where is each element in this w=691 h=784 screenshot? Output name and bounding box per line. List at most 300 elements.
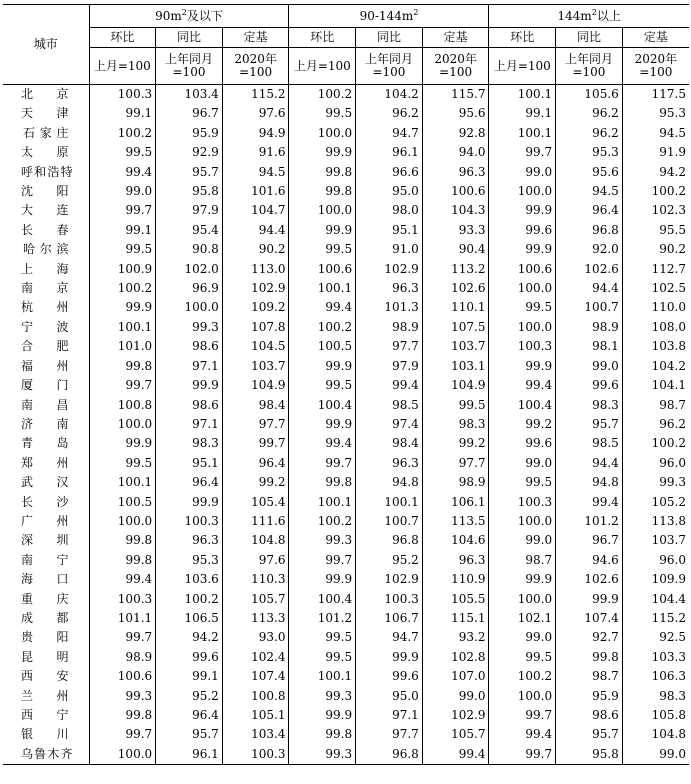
value-cell-yoy: 99.3 xyxy=(156,318,223,337)
city-name: 哈尔滨 xyxy=(23,242,69,257)
table-row xyxy=(3,648,689,667)
value-cell-yoy: 96.2 xyxy=(556,124,623,143)
value-cell-yoy: 96.7 xyxy=(156,104,223,123)
value-cell-yoy: 103.4 xyxy=(156,85,223,105)
value-cell-yoy: 90.8 xyxy=(156,240,223,259)
value-cell-yoy: 100.7 xyxy=(356,512,423,531)
value-cell-base: 104.6 xyxy=(422,531,489,550)
value-cell-yoy: 99.9 xyxy=(156,493,223,512)
value-cell-mom: 99.7 xyxy=(289,551,356,570)
city-name: 重庆 xyxy=(21,591,69,606)
value-cell-mom: 99.8 xyxy=(89,706,156,725)
value-cell-mom: 100.0 xyxy=(89,512,156,531)
city-name-cell xyxy=(3,240,89,259)
table-row xyxy=(3,493,689,512)
city-name-cell xyxy=(3,415,89,434)
value-cell-yoy: 98.1 xyxy=(556,337,623,356)
table-row xyxy=(3,570,689,589)
city-name-cell xyxy=(3,667,89,686)
value-cell-yoy: 97.1 xyxy=(156,357,223,376)
value-cell-mom: 100.2 xyxy=(89,279,156,298)
value-cell-yoy: 99.4 xyxy=(356,376,423,395)
value-cell-yoy: 99.6 xyxy=(156,648,223,667)
city-name-cell xyxy=(3,454,89,473)
value-cell-base: 99.2 xyxy=(422,434,489,453)
value-cell-yoy: 103.6 xyxy=(156,570,223,589)
city-name-cell xyxy=(3,124,89,143)
base-label-prev-month: 上月=100 xyxy=(89,48,156,85)
value-cell-yoy: 98.5 xyxy=(356,396,423,415)
value-cell-base: 102.6 xyxy=(422,279,489,298)
value-cell-mom: 99.6 xyxy=(489,434,556,453)
base-label-prev-year: 上年同月=100 xyxy=(156,48,223,85)
value-cell-yoy: 98.6 xyxy=(156,396,223,415)
value-cell-mom: 99.9 xyxy=(489,201,556,220)
table-row xyxy=(3,376,689,395)
value-cell-base: 104.9 xyxy=(422,376,489,395)
value-cell-yoy: 98.6 xyxy=(156,337,223,356)
city-name-cell xyxy=(3,512,89,531)
value-cell-base: 105.7 xyxy=(222,590,289,609)
city-name-cell xyxy=(3,221,89,240)
value-cell-mom: 100.0 xyxy=(489,590,556,609)
value-cell-yoy: 92.7 xyxy=(556,628,623,647)
value-cell-mom: 99.4 xyxy=(489,725,556,744)
value-cell-base: 94.2 xyxy=(659,164,686,179)
sub-header-base: 定基 xyxy=(622,28,689,48)
value-cell-yoy: 100.7 xyxy=(556,298,623,317)
value-cell-yoy: 94.4 xyxy=(556,454,623,473)
base-label-prev-year: 上年同月=100 xyxy=(556,48,623,85)
table-row xyxy=(3,434,689,453)
value-cell-mom: 99.1 xyxy=(89,104,156,123)
city-name: 石家庄 xyxy=(23,125,69,140)
table-row xyxy=(3,609,689,628)
table-row xyxy=(3,687,689,706)
value-cell-base: 103.8 xyxy=(651,339,686,354)
value-cell-mom: 99.9 xyxy=(289,221,356,240)
value-cell-mom: 99.6 xyxy=(489,221,556,240)
value-cell-yoy: 95.7 xyxy=(556,725,623,744)
city-name-cell xyxy=(3,298,89,317)
value-cell-yoy: 97.1 xyxy=(156,415,223,434)
city-name: 长沙 xyxy=(21,494,69,509)
value-cell-base: 104.4 xyxy=(651,591,686,606)
value-cell-base: 110.0 xyxy=(651,300,686,315)
sub-header-base: 定基 xyxy=(222,28,289,48)
value-cell-base: 96.3 xyxy=(422,551,489,570)
table-row xyxy=(3,182,689,201)
value-cell-yoy: 92.9 xyxy=(156,143,223,162)
city-name: 兰州 xyxy=(21,688,69,703)
table-row xyxy=(3,163,689,182)
value-cell-mom: 99.8 xyxy=(289,725,356,744)
value-cell-mom: 99.9 xyxy=(289,706,356,725)
value-cell-yoy: 94.7 xyxy=(356,124,423,143)
value-cell-mom: 99.5 xyxy=(289,628,356,647)
sub-header-mom: 环比 xyxy=(289,28,356,48)
city-name: 太原 xyxy=(21,145,69,160)
value-cell-yoy: 102.6 xyxy=(556,570,623,589)
city-name-cell xyxy=(3,318,89,337)
value-cell-mom: 99.5 xyxy=(89,240,156,259)
value-cell-base: 100.2 xyxy=(651,436,686,451)
value-cell-base: 93.2 xyxy=(422,628,489,647)
value-cell-mom: 99.7 xyxy=(89,201,156,220)
value-cell-base: 93.3 xyxy=(422,221,489,240)
value-cell-base: 101.6 xyxy=(222,182,289,201)
city-name: 杭州 xyxy=(21,300,69,315)
value-cell-mom: 100.0 xyxy=(489,687,556,706)
city-name-cell xyxy=(3,182,89,201)
value-cell-yoy: 96.9 xyxy=(156,279,223,298)
value-cell-mom: 100.8 xyxy=(89,396,156,415)
value-cell-mom: 99.5 xyxy=(89,143,156,162)
price-index-table xyxy=(3,4,689,765)
city-name: 贵阳 xyxy=(21,630,69,645)
value-cell-yoy: 97.4 xyxy=(356,415,423,434)
value-cell-base: 105.2 xyxy=(651,494,686,509)
table-row xyxy=(3,357,689,376)
city-column-header: 城市 xyxy=(3,5,89,85)
table-row xyxy=(3,318,689,337)
value-cell-mom: 99.8 xyxy=(89,551,156,570)
city-name: 武汉 xyxy=(21,475,69,490)
base-label-2020: 2020年=100 xyxy=(222,48,289,85)
value-cell-yoy: 97.1 xyxy=(356,706,423,725)
value-cell-mom: 99.4 xyxy=(489,376,556,395)
value-cell-base: 113.0 xyxy=(222,260,289,279)
value-cell-yoy: 96.2 xyxy=(356,104,423,123)
value-cell-base: 115.7 xyxy=(422,85,489,105)
city-name-cell xyxy=(3,143,89,162)
value-cell-base: 107.8 xyxy=(222,318,289,337)
value-cell-yoy: 98.9 xyxy=(356,318,423,337)
value-cell-mom: 99.3 xyxy=(289,531,356,550)
city-name-cell xyxy=(3,493,89,512)
value-cell-mom: 99.0 xyxy=(489,163,556,182)
value-cell-base: 103.7 xyxy=(422,337,489,356)
value-cell-base: 99.2 xyxy=(222,473,289,492)
city-name: 上海 xyxy=(21,261,69,276)
city-name: 西宁 xyxy=(21,708,69,722)
value-cell-mom: 99.5 xyxy=(289,376,356,395)
value-cell-yoy: 94.6 xyxy=(556,551,623,570)
city-name-cell xyxy=(3,628,89,647)
value-cell-base: 102.8 xyxy=(422,648,489,667)
value-cell-base: 100.8 xyxy=(222,687,289,706)
value-cell-base: 96.0 xyxy=(659,455,686,470)
value-cell-mom: 99.5 xyxy=(289,240,356,259)
city-name-cell xyxy=(3,279,89,298)
value-cell-yoy: 99.9 xyxy=(356,648,423,667)
value-cell-yoy: 100.2 xyxy=(156,590,223,609)
value-cell-yoy: 95.7 xyxy=(156,725,223,744)
city-name: 长春 xyxy=(21,222,69,237)
value-cell-base: 90.2 xyxy=(659,242,686,257)
value-cell-mom: 99.7 xyxy=(89,376,156,395)
value-cell-mom: 99.0 xyxy=(489,454,556,473)
city-name-cell xyxy=(3,706,89,725)
value-cell-base: 91.9 xyxy=(659,145,686,160)
value-cell-yoy: 98.3 xyxy=(156,434,223,453)
value-cell-base: 102.3 xyxy=(651,203,686,218)
group-header-large: $144m^2$以上 xyxy=(489,5,689,28)
value-cell-mom: 99.9 xyxy=(289,143,356,162)
value-cell-mom: 99.4 xyxy=(89,163,156,182)
value-cell-yoy: 97.9 xyxy=(156,201,223,220)
value-cell-base: 93.0 xyxy=(222,628,289,647)
value-cell-mom: 100.3 xyxy=(89,590,156,609)
value-cell-yoy: 96.4 xyxy=(156,706,223,725)
value-cell-yoy: 98.9 xyxy=(556,318,623,337)
value-cell-yoy: 95.3 xyxy=(556,143,623,162)
value-cell-mom: 100.9 xyxy=(89,260,156,279)
value-cell-yoy: 94.8 xyxy=(356,473,423,492)
value-cell-base: 105.7 xyxy=(422,725,489,744)
value-cell-yoy: 91.0 xyxy=(356,240,423,259)
value-cell-mom: 100.3 xyxy=(489,493,556,512)
value-cell-mom: 100.2 xyxy=(289,512,356,531)
value-cell-yoy: 96.4 xyxy=(556,201,623,220)
value-cell-base: 104.9 xyxy=(222,376,289,395)
value-cell-base: 99.0 xyxy=(622,745,689,765)
value-cell-mom: 101.1 xyxy=(89,609,156,628)
value-cell-yoy: 96.7 xyxy=(556,531,623,550)
value-cell-yoy: 95.9 xyxy=(156,124,223,143)
value-cell-base: 98.9 xyxy=(422,473,489,492)
table-row xyxy=(3,143,689,162)
value-cell-base: 117.5 xyxy=(651,87,686,101)
value-cell-mom: 99.9 xyxy=(289,415,356,434)
value-cell-yoy: 95.8 xyxy=(556,745,623,765)
city-name: 呼和浩特 xyxy=(21,164,73,179)
table-header xyxy=(3,5,689,85)
value-cell-base: 95.6 xyxy=(422,104,489,123)
value-cell-base: 107.4 xyxy=(222,667,289,686)
city-name-cell xyxy=(3,648,89,667)
value-cell-mom: 100.2 xyxy=(489,667,556,686)
table-row xyxy=(3,725,689,744)
value-cell-yoy: 98.4 xyxy=(356,434,423,453)
table-row xyxy=(3,201,689,220)
city-name: 青岛 xyxy=(21,436,69,451)
value-cell-base: 113.3 xyxy=(222,609,289,628)
value-cell-yoy: 96.8 xyxy=(356,745,423,765)
value-cell-yoy: 100.3 xyxy=(356,590,423,609)
value-cell-mom: 99.7 xyxy=(89,628,156,647)
table-row xyxy=(3,298,689,317)
value-cell-yoy: 96.4 xyxy=(156,473,223,492)
value-cell-mom: 99.4 xyxy=(289,434,356,453)
value-cell-yoy: 95.1 xyxy=(356,221,423,240)
value-cell-base: 106.3 xyxy=(651,669,686,684)
value-cell-mom: 99.9 xyxy=(489,240,556,259)
value-cell-mom: 100.1 xyxy=(289,493,356,512)
city-name-cell xyxy=(3,85,89,105)
value-cell-yoy: 98.7 xyxy=(556,667,623,686)
value-cell-mom: 99.8 xyxy=(289,473,356,492)
city-name: 成都 xyxy=(21,610,69,625)
value-cell-yoy: 99.8 xyxy=(556,648,623,667)
value-cell-yoy: 96.3 xyxy=(156,531,223,550)
city-name: 南宁 xyxy=(21,552,69,567)
city-name: 郑州 xyxy=(21,455,69,470)
city-name: 福州 xyxy=(21,358,69,373)
table-row xyxy=(3,667,689,686)
value-cell-base: 102.9 xyxy=(222,279,289,298)
value-cell-mom: 99.7 xyxy=(489,745,556,765)
table-row xyxy=(3,531,689,550)
value-cell-mom: 100.4 xyxy=(289,396,356,415)
value-cell-mom: 100.1 xyxy=(89,318,156,337)
value-cell-yoy: 106.7 xyxy=(356,609,423,628)
table-row xyxy=(3,473,689,492)
value-cell-base: 104.3 xyxy=(422,201,489,220)
sub-header-yoy: 同比 xyxy=(556,28,623,48)
value-cell-base: 107.5 xyxy=(422,318,489,337)
value-cell-base: 94.5 xyxy=(222,163,289,182)
value-cell-base: 109.2 xyxy=(222,298,289,317)
value-cell-base: 115.2 xyxy=(222,85,289,105)
value-cell-yoy: 96.6 xyxy=(356,163,423,182)
value-cell-base: 90.2 xyxy=(222,240,289,259)
value-cell-mom: 99.9 xyxy=(89,298,156,317)
value-cell-mom: 100.1 xyxy=(89,473,156,492)
value-cell-base: 98.3 xyxy=(422,415,489,434)
value-cell-base: 100.6 xyxy=(422,182,489,201)
value-cell-base: 115.2 xyxy=(651,610,686,625)
value-cell-base: 95.3 xyxy=(659,106,686,121)
value-cell-base: 104.2 xyxy=(651,358,686,373)
value-cell-base: 108.0 xyxy=(651,319,686,334)
city-name-cell xyxy=(3,434,89,453)
city-name-cell xyxy=(3,687,89,706)
value-cell-mom: 100.1 xyxy=(289,667,356,686)
value-cell-yoy: 97.7 xyxy=(356,725,423,744)
value-cell-mom: 100.5 xyxy=(89,493,156,512)
value-cell-yoy: 101.3 xyxy=(356,298,423,317)
value-cell-base: 99.4 xyxy=(422,745,489,765)
value-cell-base: 96.2 xyxy=(659,416,686,431)
value-cell-mom: 99.8 xyxy=(289,182,356,201)
value-cell-mom: 98.9 xyxy=(89,648,156,667)
value-cell-yoy: 99.6 xyxy=(356,667,423,686)
value-cell-base: 97.6 xyxy=(222,104,289,123)
value-cell-mom: 100.0 xyxy=(89,415,156,434)
city-name-cell xyxy=(3,260,89,279)
city-name-cell xyxy=(3,163,89,182)
value-cell-mom: 99.8 xyxy=(89,531,156,550)
value-cell-base: 105.5 xyxy=(422,590,489,609)
value-cell-base: 104.8 xyxy=(651,727,686,742)
value-cell-base: 94.9 xyxy=(222,124,289,143)
value-cell-mom: 99.9 xyxy=(489,357,556,376)
table-row xyxy=(3,706,689,725)
value-cell-yoy: 94.8 xyxy=(556,473,623,492)
value-cell-base: 106.1 xyxy=(422,493,489,512)
base-label-2020: 2020年=100 xyxy=(422,48,489,85)
value-cell-base: 99.7 xyxy=(222,434,289,453)
value-cell-base: 98.3 xyxy=(659,688,686,703)
value-cell-mom: 100.0 xyxy=(289,201,356,220)
value-cell-base: 97.7 xyxy=(422,454,489,473)
value-cell-mom: 98.7 xyxy=(489,551,556,570)
value-cell-base: 92.8 xyxy=(422,124,489,143)
value-cell-yoy: 99.4 xyxy=(556,493,623,512)
value-cell-mom: 99.5 xyxy=(489,648,556,667)
value-cell-yoy: 97.9 xyxy=(356,357,423,376)
value-cell-base: 105.1 xyxy=(222,706,289,725)
city-name: 宁波 xyxy=(21,319,69,334)
city-name-cell xyxy=(3,376,89,395)
value-cell-yoy: 104.2 xyxy=(356,85,423,105)
sub-header-mom: 环比 xyxy=(89,28,156,48)
city-name: 昆明 xyxy=(21,649,69,664)
value-cell-mom: 99.3 xyxy=(89,687,156,706)
value-cell-base: 105.8 xyxy=(651,708,686,722)
value-cell-yoy: 95.1 xyxy=(156,454,223,473)
city-name-cell xyxy=(3,609,89,628)
value-cell-yoy: 102.9 xyxy=(356,570,423,589)
value-cell-yoy: 102.9 xyxy=(356,260,423,279)
city-name: 济南 xyxy=(21,416,69,431)
value-cell-yoy: 92.0 xyxy=(556,240,623,259)
base-label-2020: 2020年=100 xyxy=(622,48,689,85)
value-cell-yoy: 96.3 xyxy=(356,454,423,473)
value-cell-mom: 100.4 xyxy=(489,396,556,415)
value-cell-mom: 99.4 xyxy=(89,570,156,589)
value-cell-mom: 100.3 xyxy=(489,337,556,356)
table-body xyxy=(3,85,689,765)
value-cell-base: 97.6 xyxy=(222,551,289,570)
value-cell-base: 103.7 xyxy=(222,357,289,376)
value-cell-mom: 99.5 xyxy=(489,298,556,317)
value-cell-mom: 100.0 xyxy=(489,318,556,337)
value-cell-mom: 99.7 xyxy=(489,706,556,725)
city-name: 厦门 xyxy=(21,378,69,393)
value-cell-base: 100.2 xyxy=(651,184,686,199)
value-cell-yoy: 96.8 xyxy=(356,531,423,550)
city-name: 北京 xyxy=(21,87,69,101)
value-cell-yoy: 95.2 xyxy=(156,687,223,706)
value-cell-base: 103.1 xyxy=(422,357,489,376)
value-cell-mom: 100.2 xyxy=(289,85,356,105)
value-cell-mom: 99.0 xyxy=(489,628,556,647)
value-cell-mom: 100.4 xyxy=(289,590,356,609)
value-cell-yoy: 97.7 xyxy=(356,337,423,356)
city-name: 南京 xyxy=(21,281,69,296)
city-name: 西安 xyxy=(21,669,69,684)
city-name-cell xyxy=(3,337,89,356)
table-row xyxy=(3,745,689,765)
table-row xyxy=(3,337,689,356)
value-cell-mom: 99.0 xyxy=(89,182,156,201)
value-cell-base: 100.3 xyxy=(222,745,289,765)
value-cell-yoy: 96.1 xyxy=(356,143,423,162)
value-cell-base: 97.7 xyxy=(222,415,289,434)
value-cell-yoy: 95.2 xyxy=(356,551,423,570)
value-cell-base: 103.3 xyxy=(651,649,686,664)
value-cell-yoy: 95.0 xyxy=(356,182,423,201)
value-cell-yoy: 95.7 xyxy=(556,415,623,434)
value-cell-mom: 99.5 xyxy=(289,104,356,123)
city-name-cell xyxy=(3,551,89,570)
value-cell-yoy: 99.1 xyxy=(156,667,223,686)
value-cell-base: 103.7 xyxy=(651,533,686,548)
value-cell-base: 113.8 xyxy=(651,513,686,528)
value-cell-mom: 99.7 xyxy=(489,143,556,162)
